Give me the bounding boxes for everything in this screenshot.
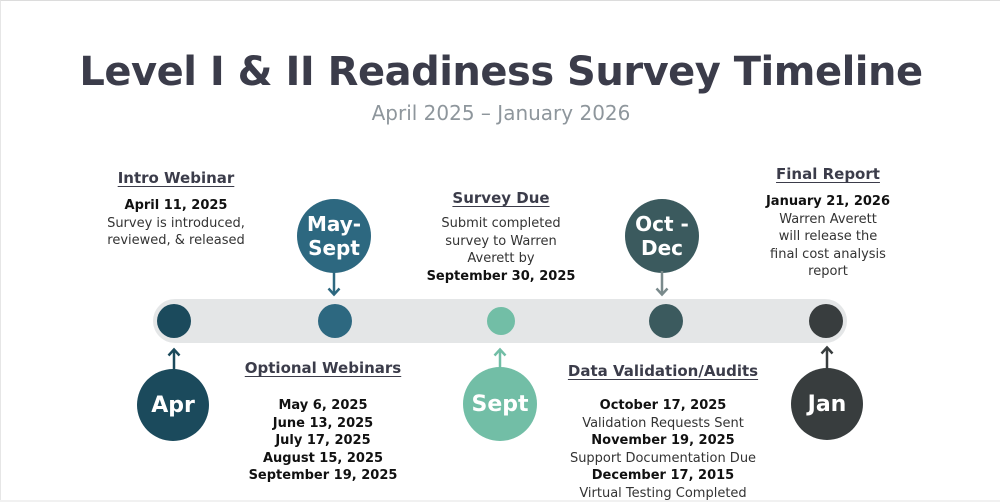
audit-date: October 17, 2025	[553, 397, 773, 415]
webinar-date: July 17, 2025	[223, 432, 423, 450]
milestone-details-intro-webinar	[91, 197, 261, 250]
milestone-circle-label: Sept	[308, 236, 360, 260]
timeline-dot-jan	[809, 304, 843, 338]
milestone-details-final-report	[738, 193, 918, 281]
milestone-date: January 21, 2026	[738, 193, 918, 211]
timeline-dot-may-sept	[318, 304, 352, 338]
milestone-desc: Survey is introduced,	[91, 215, 261, 233]
audit-desc: Virtual Testing Completed	[553, 485, 773, 502]
milestone-details-optional-webinars	[223, 397, 423, 485]
milestone-date: April 11, 2025	[91, 197, 261, 215]
milestone-desc: Submit completed	[411, 215, 591, 233]
milestone-desc: survey to Warren	[411, 233, 591, 251]
audit-date: December 17, 2015	[553, 467, 773, 485]
milestone-date: September 30, 2025	[411, 268, 591, 286]
milestone-desc: Averett by	[411, 250, 591, 268]
milestone-desc: Warren Averett	[738, 211, 918, 229]
milestone-circle-label: Dec	[641, 236, 683, 260]
milestone-circle-jan	[791, 368, 863, 440]
webinar-date: June 13, 2025	[223, 415, 423, 433]
milestone-desc: reviewed, & released	[91, 232, 261, 250]
webinar-date: September 19, 2025	[223, 467, 423, 485]
milestone-details-data-validation	[553, 397, 773, 502]
milestone-circle-label: Oct -	[635, 212, 689, 236]
arrow-down-icon	[327, 271, 341, 297]
milestone-circle-label: Apr	[151, 393, 195, 418]
milestone-circle-label: May-	[307, 212, 361, 236]
milestone-circle-label: Jan	[808, 392, 847, 417]
milestone-desc: will release the	[738, 228, 918, 246]
milestone-desc: report	[738, 263, 918, 281]
milestone-desc: final cost analysis	[738, 246, 918, 264]
milestone-circle-sept	[463, 367, 537, 441]
timeline-dot-apr	[157, 304, 191, 338]
page-title: Level I & II Readiness Survey Timeline	[1, 49, 1000, 95]
timeline-dot-sept	[484, 304, 518, 338]
timeline-dot-oct-dec	[649, 304, 683, 338]
milestone-circle-label: Sept	[471, 392, 528, 417]
audit-desc: Support Documentation Due	[553, 450, 773, 468]
milestone-heading-survey-due: Survey Due	[431, 189, 571, 207]
milestone-heading-data-validation: Data Validation/Audits	[553, 362, 773, 380]
milestone-circle-apr	[137, 369, 209, 441]
milestone-circle-oct-dec	[625, 199, 699, 273]
page-subtitle: April 2025 – January 2026	[1, 101, 1000, 125]
milestone-heading-optional-webinars: Optional Webinars	[233, 359, 413, 377]
webinar-date: August 15, 2025	[223, 450, 423, 468]
arrow-down-icon	[655, 271, 669, 297]
milestone-details-survey-due	[411, 215, 591, 285]
milestone-circle-may-sept	[297, 199, 371, 273]
audit-desc: Validation Requests Sent	[553, 415, 773, 433]
audit-date: November 19, 2025	[553, 432, 773, 450]
webinar-date: May 6, 2025	[223, 397, 423, 415]
milestone-heading-intro-webinar: Intro Webinar	[101, 169, 251, 187]
milestone-heading-final-report: Final Report	[753, 165, 903, 183]
